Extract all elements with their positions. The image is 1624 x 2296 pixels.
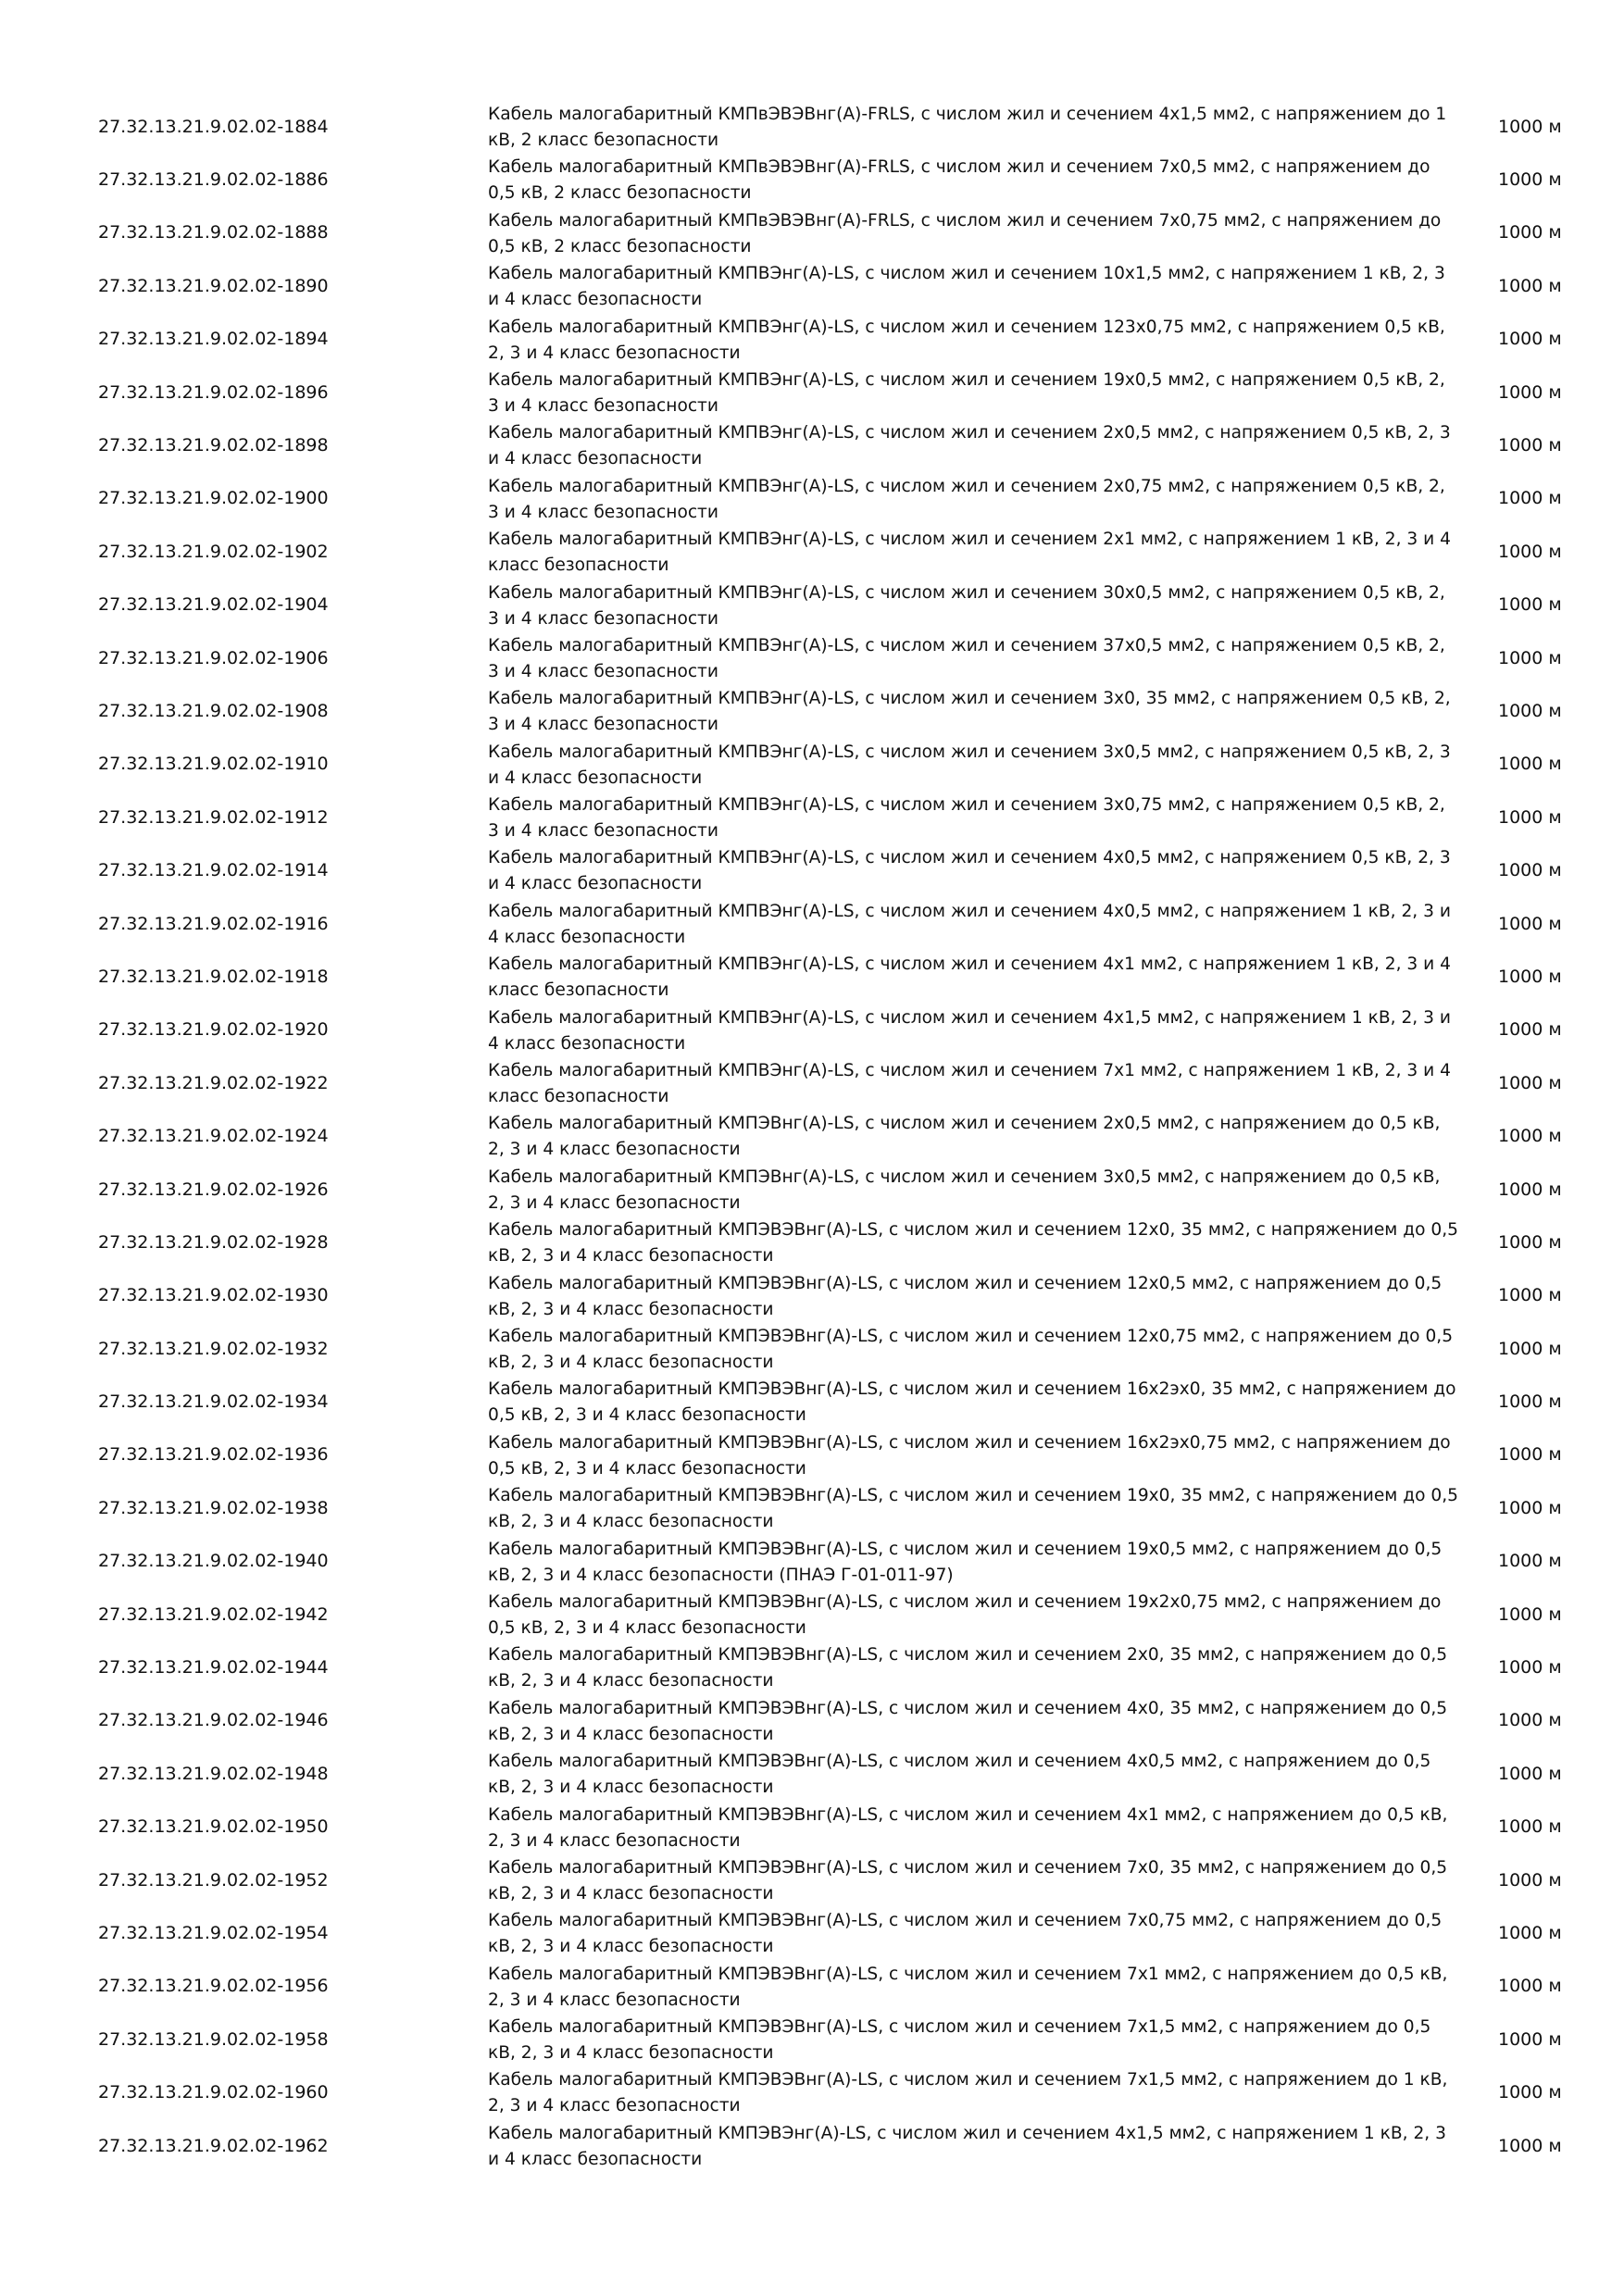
unit-of-measure: 1000 м xyxy=(1498,1338,1562,1359)
unit-of-measure: 1000 м xyxy=(1498,1816,1562,1838)
table-row xyxy=(0,1853,1624,1906)
resource-code: 27.32.13.21.9.02.02-1962 xyxy=(98,2135,329,2156)
table-row xyxy=(0,1641,1624,1693)
table-row xyxy=(0,2119,1624,2172)
unit-of-measure: 1000 м xyxy=(1498,1285,1562,1306)
resource-description: Кабель малогабаритный КМПВЭнг(А)-LS, с числом жил и сечением 2х1 мм2, с напряжением 1 кВ, 2, 3 и 4 класс безопасности xyxy=(488,530,1451,576)
table-row xyxy=(0,631,1624,684)
unit-of-measure: 1000 м xyxy=(1498,594,1562,616)
table-row xyxy=(0,1269,1624,1322)
resource-description: Кабель малогабаритный КМПЭВЭВнг(А)-LS, с числом жил и сечением 16х2эх0,75 мм2, с напряжением до 0,5 кВ, 2, 3 и 4 класс безопасности xyxy=(488,1432,1451,1479)
resource-code: 27.32.13.21.9.02.02-1952 xyxy=(98,1869,329,1890)
resource-description: Кабель малогабаритный КМПЭВЭнг(А)-LS, с числом жил и сечением 4х1,5 мм2, с напряжением 1 кВ, 2, 3 и 4 класс безопасности xyxy=(488,2123,1446,2169)
resource-description: Кабель малогабаритный КМПВЭнг(А)-LS, с числом жил и сечением 10х1,5 мм2, с напряжением 1 кВ, 2, 3 и 4 класс безопасности xyxy=(488,264,1445,310)
resource-description: Кабель малогабаритный КМПЭВЭВнг(А)-LS, с числом жил и сечением 12х0,75 мм2, с напряжением до 0,5 кВ, 2, 3 и 4 класс безопасности xyxy=(488,1326,1454,1372)
unit-of-measure: 1000 м xyxy=(1498,1444,1562,1466)
table-row xyxy=(0,472,1624,525)
resource-code: 27.32.13.21.9.02.02-1914 xyxy=(98,860,329,881)
unit-of-measure: 1000 м xyxy=(1498,913,1562,934)
unit-of-measure: 1000 м xyxy=(1498,966,1562,987)
resource-description: Кабель малогабаритный КМПВЭнг(А)-LS, с числом жил и сечением 30х0,5 мм2, с напряжением 0,5 кВ, 2, 3 и 4 класс безопасности xyxy=(488,582,1445,629)
unit-of-measure: 1000 м xyxy=(1498,2135,1562,2156)
unit-of-measure: 1000 м xyxy=(1498,488,1562,509)
unit-of-measure: 1000 м xyxy=(1498,1179,1562,1200)
unit-of-measure: 1000 м xyxy=(1498,1603,1562,1625)
resource-code: 27.32.13.21.9.02.02-1960 xyxy=(98,2082,329,2103)
resource-code: 27.32.13.21.9.02.02-1922 xyxy=(98,1072,329,1093)
resource-code: 27.32.13.21.9.02.02-1958 xyxy=(98,2028,329,2050)
table-row xyxy=(0,1481,1624,1534)
table-row xyxy=(0,1216,1624,1268)
resource-description: Кабель малогабаритный КМПЭВЭВнг(А)-LS, с числом жил и сечением 19х0, 35 мм2, с напряжением до 0,5 кВ, 2, 3 и 4 класс безопасности xyxy=(488,1486,1458,1532)
resource-description: Кабель малогабаритный КМПВЭнг(А)-LS, с числом жил и сечением 3х0, 35 мм2, с напряжением 0,5 кВ, 2, 3 и 4 класс безопасности xyxy=(488,689,1451,735)
resource-description: Кабель малогабаритный КМПВЭнг(А)-LS, с числом жил и сечением 4х1 мм2, с напряжением 1 кВ, 2, 3 и 4 класс безопасности xyxy=(488,955,1451,1001)
resource-code: 27.32.13.21.9.02.02-1888 xyxy=(98,222,329,243)
unit-of-measure: 1000 м xyxy=(1498,1391,1562,1413)
table-row xyxy=(0,206,1624,259)
unit-of-measure: 1000 м xyxy=(1498,1657,1562,1678)
table-row xyxy=(0,1960,1624,2013)
resource-description: Кабель малогабаритный КМПЭВЭВнг(А)-LS, с числом жил и сечением 7х1,5 мм2, с напряжением до 1 кВ, 2, 3 и 4 класс безопасности xyxy=(488,2070,1448,2116)
resource-description: Кабель малогабаритный КМПЭВЭВнг(А)-LS, с числом жил и сечением 2х0, 35 мм2, с напряжением до 0,5 кВ, 2, 3 и 4 класс безопасности xyxy=(488,1645,1448,1691)
resource-description: Кабель малогабаритный КМПЭВЭВнг(А)-LS, с числом жил и сечением 7х1,5 мм2, с напряжением до 0,5 кВ, 2, 3 и 4 класс безопасности xyxy=(488,2017,1431,2064)
unit-of-measure: 1000 м xyxy=(1498,169,1562,191)
unit-of-measure: 1000 м xyxy=(1498,1922,1562,1943)
resource-code: 27.32.13.21.9.02.02-1954 xyxy=(98,1922,329,1943)
resource-code: 27.32.13.21.9.02.02-1930 xyxy=(98,1285,329,1306)
table-row xyxy=(0,897,1624,950)
unit-of-measure: 1000 м xyxy=(1498,116,1562,137)
table-row xyxy=(0,1906,1624,1959)
table-row xyxy=(0,366,1624,418)
resource-code: 27.32.13.21.9.02.02-1916 xyxy=(98,913,329,934)
unit-of-measure: 1000 м xyxy=(1498,1869,1562,1890)
resource-description: Кабель малогабаритный КМПВЭнг(А)-LS, с числом жил и сечением 4х0,5 мм2, с напряжением 1 кВ, 2, 3 и 4 класс безопасности xyxy=(488,901,1451,947)
unit-of-measure: 1000 м xyxy=(1498,1551,1562,1572)
resource-code: 27.32.13.21.9.02.02-1932 xyxy=(98,1338,329,1359)
table-row xyxy=(0,1747,1624,1800)
resource-code: 27.32.13.21.9.02.02-1906 xyxy=(98,647,329,668)
unit-of-measure: 1000 м xyxy=(1498,647,1562,668)
unit-of-measure: 1000 м xyxy=(1498,754,1562,775)
table-row xyxy=(0,1163,1624,1216)
resource-code: 27.32.13.21.9.02.02-1890 xyxy=(98,275,329,296)
table-row xyxy=(0,525,1624,578)
table-row xyxy=(0,1694,1624,1747)
table-row xyxy=(0,684,1624,737)
resource-code: 27.32.13.21.9.02.02-1944 xyxy=(98,1657,329,1678)
resource-description: Кабель малогабаритный КМПЭВЭВнг(А)-LS, с числом жил и сечением 12х0,5 мм2, с напряжением до 0,5 кВ, 2, 3 и 4 класс безопасности xyxy=(488,1273,1443,1319)
unit-of-measure: 1000 м xyxy=(1498,1763,1562,1784)
table-row xyxy=(0,153,1624,206)
resource-description: Кабель малогабаритный КМПВЭнг(А)-LS, с числом жил и сечением 4х1,5 мм2, с напряжением 1 кВ, 2, 3 и 4 класс безопасности xyxy=(488,1007,1451,1054)
table-row xyxy=(0,418,1624,471)
table-row xyxy=(0,1056,1624,1109)
resource-description: Кабель малогабаритный КМПЭВЭВнг(А)-LS, с числом жил и сечением 19х0,5 мм2, с напряжением до 0,5 кВ, 2, 3 и 4 класс безопасности (ПНАЭ Г-01-011-97) xyxy=(488,1539,1443,1585)
resource-description: Кабель малогабаритный КМПЭВЭВнг(А)-LS, с числом жил и сечением 16х2эх0, 35 мм2, с напряжением до 0,5 кВ, 2, 3 и 4 класс безопасности xyxy=(488,1379,1456,1426)
resource-code: 27.32.13.21.9.02.02-1946 xyxy=(98,1710,329,1731)
resource-description: Кабель малогабаритный КМПЭВЭВнг(А)-LS, с числом жил и сечением 4х1 мм2, с напряжением до 0,5 кВ, 2, 3 и 4 класс безопасности xyxy=(488,1804,1448,1851)
resource-code: 27.32.13.21.9.02.02-1940 xyxy=(98,1551,329,1572)
resource-description: Кабель малогабаритный КМПВЭнг(А)-LS, с числом жил и сечением 123х0,75 мм2, с напряжением 0,5 кВ, 2, 3 и 4 класс безопасности xyxy=(488,317,1445,363)
unit-of-measure: 1000 м xyxy=(1498,2082,1562,2103)
table-row xyxy=(0,313,1624,366)
unit-of-measure: 1000 м xyxy=(1498,860,1562,881)
resource-code: 27.32.13.21.9.02.02-1908 xyxy=(98,700,329,721)
unit-of-measure: 1000 м xyxy=(1498,541,1562,562)
resource-code: 27.32.13.21.9.02.02-1920 xyxy=(98,1019,329,1041)
unit-of-measure: 1000 м xyxy=(1498,222,1562,243)
table-row xyxy=(0,1109,1624,1162)
resource-description: Кабель малогабаритный КМПЭВнг(А)-LS, с числом жил и сечением 2х0,5 мм2, с напряжением до 0,5 кВ, 2, 3 и 4 класс безопасности xyxy=(488,1114,1441,1160)
resource-code: 27.32.13.21.9.02.02-1926 xyxy=(98,1179,329,1200)
table-row xyxy=(0,100,1624,153)
table-row xyxy=(0,1004,1624,1056)
resource-code: 27.32.13.21.9.02.02-1912 xyxy=(98,806,329,828)
resource-code: 27.32.13.21.9.02.02-1934 xyxy=(98,1391,329,1413)
table-row xyxy=(0,1375,1624,1428)
table-row xyxy=(0,950,1624,1003)
table-row xyxy=(0,579,1624,631)
unit-of-measure: 1000 м xyxy=(1498,1072,1562,1093)
resource-description: Кабель малогабаритный КМПВЭнг(А)-LS, с числом жил и сечением 4х0,5 мм2, с напряжением 0,5 кВ, 2, 3 и 4 класс безопасности xyxy=(488,848,1451,894)
unit-of-measure: 1000 м xyxy=(1498,806,1562,828)
resource-code: 27.32.13.21.9.02.02-1896 xyxy=(98,381,329,403)
unit-of-measure: 1000 м xyxy=(1498,381,1562,403)
unit-of-measure: 1000 м xyxy=(1498,1976,1562,1997)
table-body xyxy=(0,100,1624,2172)
unit-of-measure: 1000 м xyxy=(1498,700,1562,721)
resource-code: 27.32.13.21.9.02.02-1924 xyxy=(98,1126,329,1147)
resource-code: 27.32.13.21.9.02.02-1956 xyxy=(98,1976,329,1997)
resource-code: 27.32.13.21.9.02.02-1902 xyxy=(98,541,329,562)
unit-of-measure: 1000 м xyxy=(1498,1126,1562,1147)
table-row xyxy=(0,1588,1624,1641)
resource-code: 27.32.13.21.9.02.02-1938 xyxy=(98,1497,329,1518)
resource-description: Кабель малогабаритный КМПвЭВЭВнг(А)-FRLS, с числом жил и сечением 7х0,75 мм2, с напряжением до 0,5 кВ, 2 класс безопасности xyxy=(488,210,1442,256)
unit-of-measure: 1000 м xyxy=(1498,1497,1562,1518)
resource-description: Кабель малогабаритный КМПВЭнг(А)-LS, с числом жил и сечением 2х0,75 мм2, с напряжением 0,5 кВ, 2, 3 и 4 класс безопасности xyxy=(488,476,1445,522)
resource-description: Кабель малогабаритный КМПВЭнг(А)-LS, с числом жил и сечением 37х0,5 мм2, с напряжением 0,5 кВ, 2, 3 и 4 класс безопасности xyxy=(488,635,1445,681)
resource-description: Кабель малогабаритный КМПВЭнг(А)-LS, с числом жил и сечением 3х0,5 мм2, с напряжением 0,5 кВ, 2, 3 и 4 класс безопасности xyxy=(488,742,1451,788)
table-row xyxy=(0,1535,1624,1588)
resource-code: 27.32.13.21.9.02.02-1910 xyxy=(98,754,329,775)
resource-code: 27.32.13.21.9.02.02-1950 xyxy=(98,1816,329,1838)
resource-description: Кабель малогабаритный КМПЭВЭВнг(А)-LS, с числом жил и сечением 7х0, 35 мм2, с напряжением до 0,5 кВ, 2, 3 и 4 класс безопасности xyxy=(488,1857,1448,1903)
resource-code: 27.32.13.21.9.02.02-1936 xyxy=(98,1444,329,1466)
resource-code: 27.32.13.21.9.02.02-1884 xyxy=(98,116,329,137)
resource-code: 27.32.13.21.9.02.02-1894 xyxy=(98,329,329,350)
resource-description: Кабель малогабаритный КМПВЭнг(А)-LS, с числом жил и сечением 7х1 мм2, с напряжением 1 кВ, 2, 3 и 4 класс безопасности xyxy=(488,1061,1451,1107)
resource-description: Кабель малогабаритный КМПЭВЭВнг(А)-LS, с числом жил и сечением 7х0,75 мм2, с напряжением до 0,5 кВ, 2, 3 и 4 класс безопасности xyxy=(488,1911,1443,1957)
unit-of-measure: 1000 м xyxy=(1498,275,1562,296)
unit-of-measure: 1000 м xyxy=(1498,1710,1562,1731)
resource-code: 27.32.13.21.9.02.02-1898 xyxy=(98,435,329,456)
resource-code: 27.32.13.21.9.02.02-1942 xyxy=(98,1603,329,1625)
table-row xyxy=(0,1322,1624,1375)
resource-description: Кабель малогабаритный КМПЭВЭВнг(А)-LS, с числом жил и сечением 12х0, 35 мм2, с напряжением до 0,5 кВ, 2, 3 и 4 класс безопасности xyxy=(488,1220,1458,1267)
unit-of-measure: 1000 м xyxy=(1498,329,1562,350)
table-row xyxy=(0,2065,1624,2118)
resource-description: Кабель малогабаритный КМПВЭнг(А)-LS, с числом жил и сечением 3х0,75 мм2, с напряжением 0,5 кВ, 2, 3 и 4 класс безопасности xyxy=(488,795,1445,842)
resource-code: 27.32.13.21.9.02.02-1900 xyxy=(98,488,329,509)
resource-description: Кабель малогабаритный КМПЭВЭВнг(А)-LS, с числом жил и сечением 7х1 мм2, с напряжением до 0,5 кВ, 2, 3 и 4 класс безопасности xyxy=(488,1964,1448,2010)
table-row xyxy=(0,2013,1624,2065)
unit-of-measure: 1000 м xyxy=(1498,435,1562,456)
resource-code: 27.32.13.21.9.02.02-1948 xyxy=(98,1763,329,1784)
resource-description: Кабель малогабаритный КМПВЭнг(А)-LS, с числом жил и сечением 19х0,5 мм2, с напряжением 0,5 кВ, 2, 3 и 4 класс безопасности xyxy=(488,369,1445,416)
resource-description: Кабель малогабаритный КМПВЭнг(А)-LS, с числом жил и сечением 2х0,5 мм2, с напряжением 0,5 кВ, 2, 3 и 4 класс безопасности xyxy=(488,423,1451,469)
resource-description: Кабель малогабаритный КМПЭВЭВнг(А)-LS, с числом жил и сечением 4х0, 35 мм2, с напряжением до 0,5 кВ, 2, 3 и 4 класс безопасности xyxy=(488,1698,1448,1744)
table-row xyxy=(0,1801,1624,1853)
resource-code: 27.32.13.21.9.02.02-1928 xyxy=(98,1231,329,1253)
resource-code: 27.32.13.21.9.02.02-1904 xyxy=(98,594,329,616)
table-row xyxy=(0,1429,1624,1481)
resource-code: 27.32.13.21.9.02.02-1918 xyxy=(98,966,329,987)
table-row xyxy=(0,791,1624,843)
resource-description: Кабель малогабаритный КМПвЭВЭВнг(А)-FRLS, с числом жил и сечением 4х1,5 мм2, с напряжением до 1 кВ, 2 класс безопасности xyxy=(488,105,1447,150)
resource-description: Кабель малогабаритный КМПЭВЭВнг(А)-LS, с числом жил и сечением 19х2х0,75 мм2, с напряжением до 0,5 кВ, 2, 3 и 4 класс безопасности xyxy=(488,1591,1442,1638)
resource-code: 27.32.13.21.9.02.02-1886 xyxy=(98,169,329,191)
unit-of-measure: 1000 м xyxy=(1498,2028,1562,2050)
table-row xyxy=(0,259,1624,312)
table-row xyxy=(0,843,1624,896)
resource-description: Кабель малогабаритный КМПЭВЭВнг(А)-LS, с числом жил и сечением 4х0,5 мм2, с напряжением до 0,5 кВ, 2, 3 и 4 класс безопасности xyxy=(488,1752,1431,1798)
resource-description: Кабель малогабаритный КМПвЭВЭВнг(А)-FRLS, с числом жил и сечением 7х0,5 мм2, с напряжением до 0,5 кВ, 2 класс безопасности xyxy=(488,157,1430,204)
resource-description: Кабель малогабаритный КМПЭВнг(А)-LS, с числом жил и сечением 3х0,5 мм2, с напряжением до 0,5 кВ, 2, 3 и 4 класс безопасности xyxy=(488,1167,1441,1213)
table-row xyxy=(0,738,1624,791)
unit-of-measure: 1000 м xyxy=(1498,1019,1562,1041)
price-list-table xyxy=(0,100,1624,2172)
unit-of-measure: 1000 м xyxy=(1498,1231,1562,1253)
